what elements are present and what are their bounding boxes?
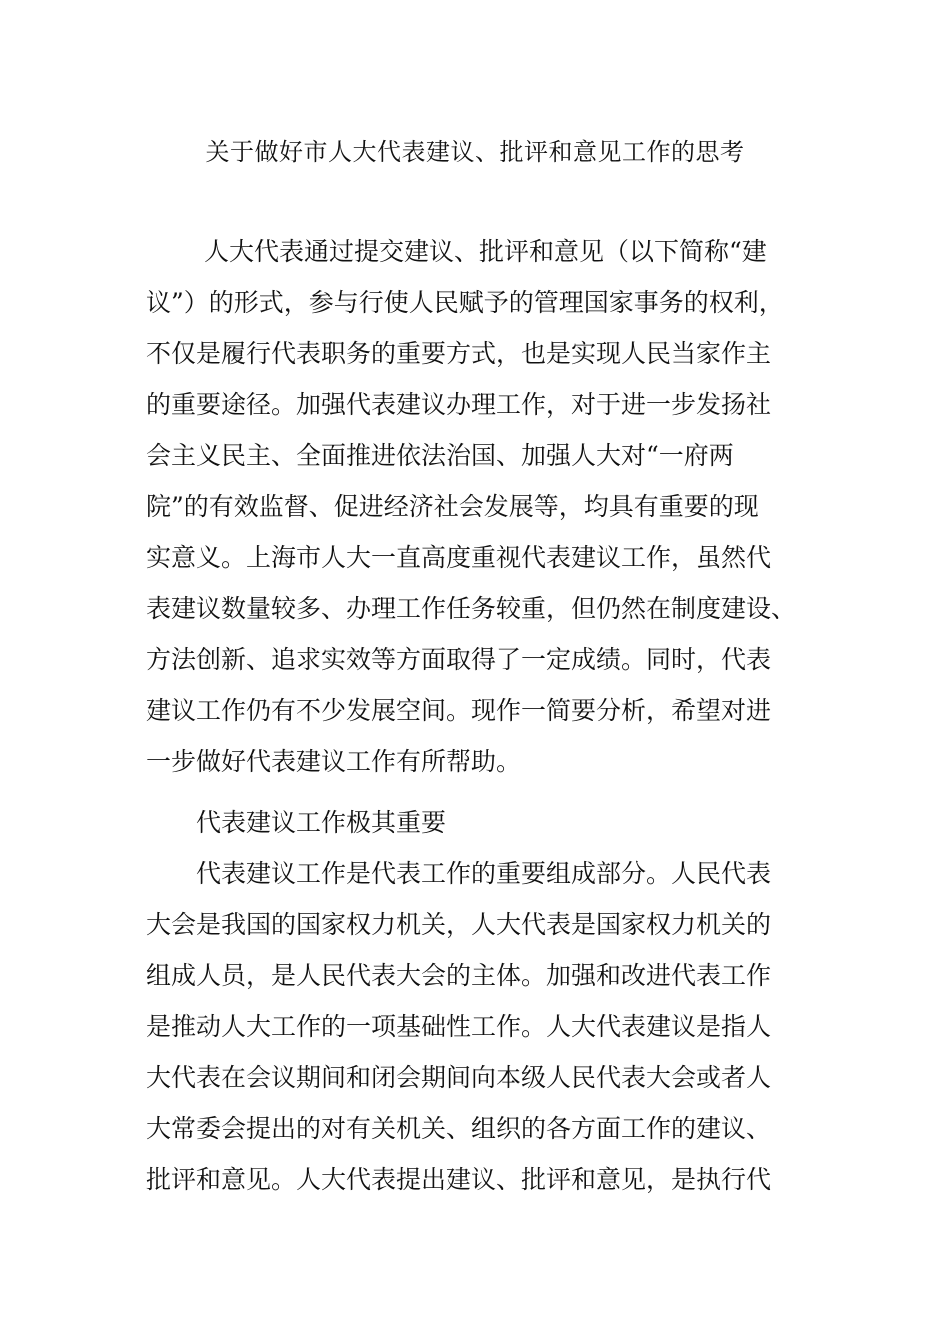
paragraph-line: 会主义民主、全面推进依法治国、加强人大对“一府两 [146,441,734,470]
intro-paragraph [146,226,796,787]
body-paragraph [146,848,796,1205]
section-heading: 代表建议工作极其重要 [196,808,447,837]
paragraph-line: 大代表在会议期间和闭会期间向本级人民代表大会或者人 [146,1063,772,1092]
paragraph-line: 组成人员，是人民代表大会的主体。加强和改进代表工作 [146,961,772,990]
paragraph-line: 院”的有效监督、促进经济社会发展等，均具有重要的现 [146,492,759,521]
paragraph-line: 表建议数量较多、办理工作任务较重，但仍然在制度建设、 [146,594,797,623]
paragraph-line: 实意义。上海市人大一直高度重视代表建议工作，虽然代 [146,543,772,572]
paragraph-line: 一步做好代表建议工作有所帮助。 [146,747,522,776]
paragraph-line: 方法创新、追求实效等方面取得了一定成绩。同时，代表 [146,645,772,674]
paragraph-line: 批评和意见。人大代表提出建议、批评和意见，是执行代 [146,1165,772,1194]
document-title: 关于做好市人大代表建议、批评和意见工作的思考 [205,138,745,166]
paragraph-line: 大常委会提出的对有关机关、组织的各方面工作的建议、 [146,1114,772,1143]
paragraph-line: 不仅是履行代表职务的重要方式，也是实现人民当家作主 [146,339,772,368]
paragraph-line: 议”）的形式，参与行使人民赋予的管理国家事务的权利， [146,288,784,317]
paragraph-line: 代表建议工作是代表工作的重要组成部分。人民代表 [196,859,772,888]
paragraph-line: 是推动人大工作的一项基础性工作。人大代表建议是指人 [146,1012,772,1041]
paragraph-line: 建议工作仍有不少发展空间。现作一简要分析，希望对进 [146,696,772,725]
paragraph-line: 人大代表通过提交建议、批评和意见（以下简称“建 [204,237,767,266]
paragraph-line: 的重要途径。加强代表建议办理工作，对于进一步发扬社 [146,390,772,419]
paragraph-line: 大会是我国的国家权力机关，人大代表是国家权力机关的 [146,910,772,939]
